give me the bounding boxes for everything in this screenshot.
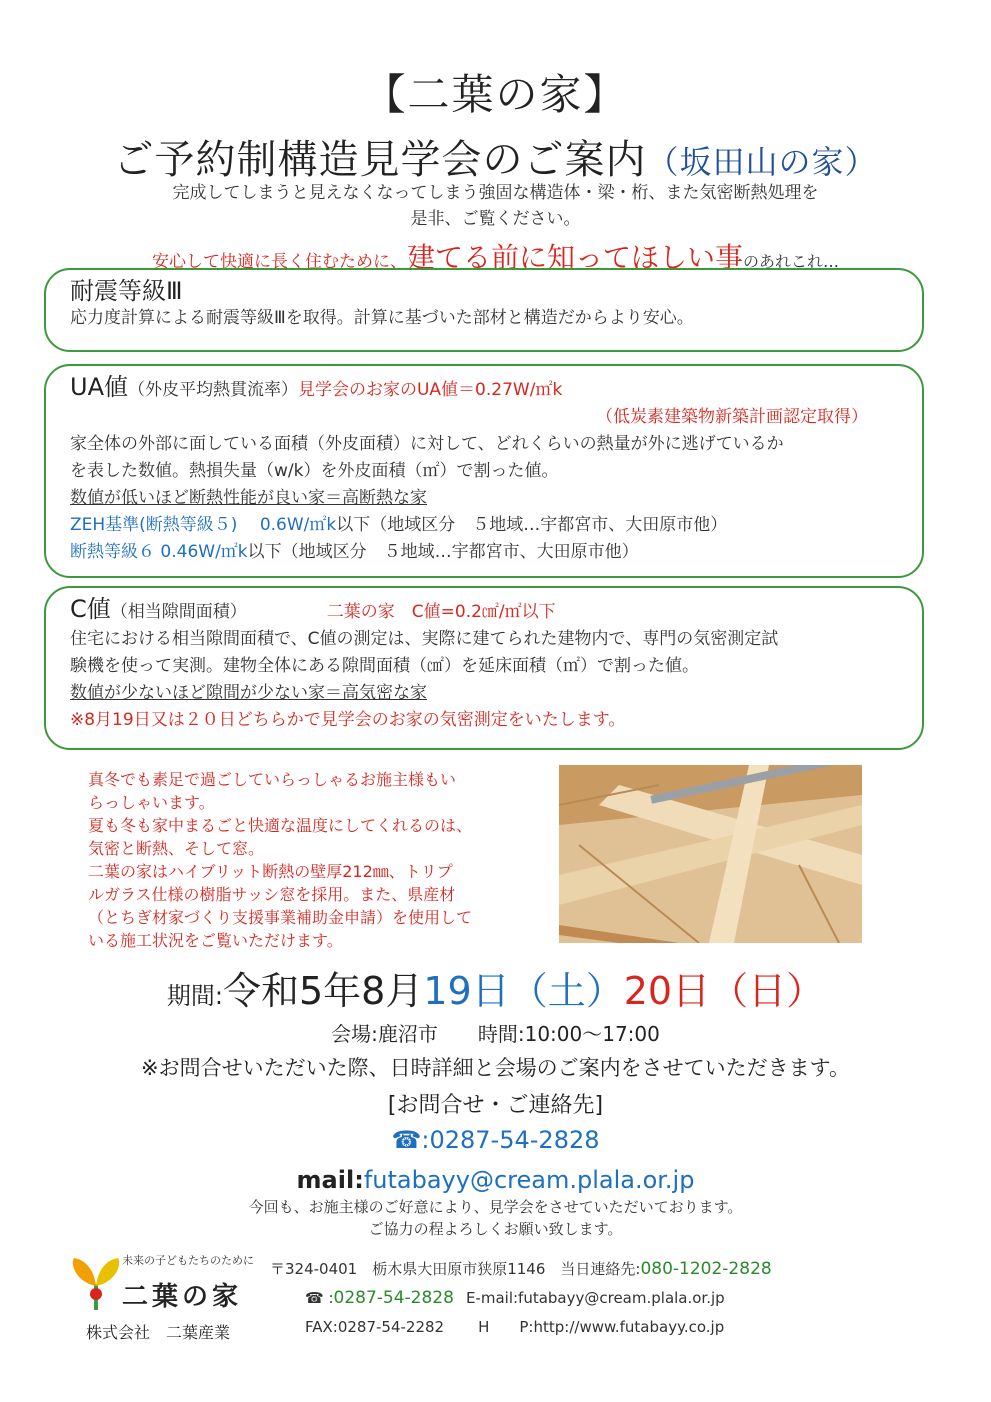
structure-photo bbox=[559, 765, 862, 943]
period-label: 期間: bbox=[166, 982, 223, 1010]
company-fax-row bbox=[305, 1316, 724, 1337]
company-logo bbox=[66, 1250, 266, 1350]
feature-line: （とちぎ材家づくり支援事業補助金申請）を使用して bbox=[88, 908, 473, 927]
zeh-label: ZEH基準(断熱等級５) 0.6W/㎡k bbox=[70, 515, 337, 535]
logo-slogan: 未来の子どもたちのために bbox=[122, 1254, 254, 1267]
address-text: 〒324-0401 栃木県大田原市狭原1146 当日連絡先: bbox=[270, 1260, 641, 1278]
tagline-pre: 安心して快適に長く住むために、 bbox=[151, 252, 407, 272]
grade6-text: 以下（地域区分 ５地域…宇都宮市、大田原市他） bbox=[247, 542, 639, 562]
c-highlight: 二葉の家 C値=0.2㎠/㎡以下 bbox=[326, 602, 556, 622]
flyer-subtitle bbox=[0, 128, 991, 185]
ua-highlight: 見学会のお家のUA値＝0.27W/㎡k bbox=[297, 380, 563, 400]
mail-address[interactable]: futabayy@cream.plala.or.jp bbox=[363, 1166, 695, 1194]
ua-underline: 数値が低いほど断熱性能が良い家＝高断熱な家 bbox=[70, 488, 427, 508]
c-note: ※8月19日又は２０日どちらかで見学会のお家の気密測定をいたします。 bbox=[70, 710, 626, 730]
feature-line: 夏も冬も家中まるごと快適な温度にしてくれるのは、 bbox=[88, 816, 473, 835]
c-text-2: 験機を使って実測。建物全体にある隙間面積（㎠）を延床面積（㎡）で割った値。 bbox=[70, 656, 699, 676]
company-name: 株式会社 二葉産業 bbox=[86, 1323, 231, 1342]
company-email[interactable]: E-mail:futabayy@cream.plala.or.jp bbox=[465, 1289, 725, 1307]
tel-label: ☎ : bbox=[305, 1289, 334, 1307]
intro-text bbox=[0, 180, 991, 232]
company-fax: FAX:0287-54-2282 bbox=[305, 1318, 445, 1336]
subtitle-house: （坂田山の家） bbox=[646, 143, 878, 181]
company-address bbox=[270, 1258, 772, 1279]
day-contact[interactable]: 080-1202-2828 bbox=[640, 1259, 772, 1279]
thanks-line-1: 今回も、お施主様のご好意により、見学会をさせていただいております。 bbox=[248, 1198, 743, 1216]
grade6-label: 断熱等級６ 0.46W/㎡k bbox=[70, 542, 248, 562]
ua-text-1: 家全体の外部に面している面積（外皮面積）に対して、どれくらいの熱量が外に逃げているか bbox=[70, 434, 784, 454]
thanks-text bbox=[0, 1196, 991, 1240]
ua-text-2: を表した数値。熱損失量（w/k）を外皮面積（㎡）で割った値。 bbox=[70, 461, 559, 481]
period-day2: 20日（日） bbox=[623, 969, 825, 1013]
inquiry-note: ※お問合せいただいた際、日時詳細と会場のご案内をさせていただきます。 bbox=[141, 1056, 850, 1080]
period-day1: 19日（土） bbox=[423, 969, 624, 1013]
feature-line: 気密と断熱、そして窓。 bbox=[88, 839, 265, 858]
contact-mail bbox=[0, 1166, 991, 1194]
seismic-box bbox=[44, 268, 924, 352]
feature-text bbox=[88, 768, 538, 952]
mail-label: mail: bbox=[296, 1166, 364, 1194]
ua-certification: （低炭素建築物新築計画認定取得） bbox=[596, 407, 868, 427]
period-main: 令和5年8月 bbox=[223, 969, 424, 1013]
tagline-post: のあれこれ… bbox=[743, 252, 840, 271]
c-underline: 数値が少ないほど隙間が少ない家＝高気密な家 bbox=[70, 683, 427, 703]
venue-time: 会場:鹿沼市 時間:10:00～17:00 bbox=[331, 1022, 660, 1046]
seismic-text: 応力度計算による耐震等級Ⅲを取得。計算に基づいた部材と構造だからより安心。 bbox=[70, 308, 694, 328]
c-text-1: 住宅における相当隙間面積で、C値の測定は、実際に建てられた建物内で、専門の気密測定試 bbox=[70, 629, 779, 649]
contact-heading: [お問合せ・ご連絡先] bbox=[387, 1093, 604, 1118]
contact-tel[interactable]: ☎:0287-54-2828 bbox=[391, 1126, 600, 1154]
ua-heading: UA値 bbox=[70, 373, 128, 401]
intro-line-1: 完成してしまうと見えなくなってしまう強固な構造体・梁・桁、また気密断熱処理を bbox=[172, 183, 819, 203]
feature-line: 真冬でも素足で過ごしていらっしゃるお施主様もい bbox=[88, 770, 457, 789]
zeh-text: 以下（地域区分 ５地域…宇都宮市、大田原市他） bbox=[336, 515, 728, 535]
company-tel[interactable]: 0287-54-2828 bbox=[333, 1288, 454, 1308]
feature-line: らっしゃいます。 bbox=[88, 793, 215, 812]
ua-value-box bbox=[44, 364, 924, 578]
thanks-line-2: ご協力の程よろしくお願い致します。 bbox=[368, 1220, 623, 1238]
feature-line: 二葉の家はハイブリット断熱の壁厚212㎜、トリプ bbox=[88, 862, 453, 881]
feature-line: ルガラス仕様の樹脂サッシ窓を採用。また、県産材 bbox=[88, 885, 456, 904]
company-contact-row bbox=[305, 1288, 725, 1308]
company-homepage[interactable]: H P:http://www.futabayy.co.jp bbox=[478, 1318, 725, 1336]
logo-brand: 二葉の家 bbox=[122, 1282, 243, 1312]
subtitle-main: ご予約制構造見学会のご案内 bbox=[113, 137, 647, 183]
tagline-big: 建てる前に知ってほしい事 bbox=[406, 241, 743, 274]
intro-line-2: 是非、ご覧ください。 bbox=[410, 209, 581, 229]
c-heading: C値 bbox=[70, 595, 111, 623]
sprout-icon bbox=[66, 1254, 126, 1314]
c-value-box bbox=[44, 586, 924, 750]
ua-heading-sub: （外皮平均熱貫流率） bbox=[127, 380, 298, 400]
c-heading-sub: （相当隙間面積） bbox=[110, 602, 247, 622]
flyer-title: 【二葉の家】 bbox=[363, 70, 628, 119]
event-period bbox=[0, 960, 991, 1015]
seismic-heading: 耐震等級Ⅲ bbox=[70, 277, 183, 305]
feature-line: いる施工状況をご覧いただけます。 bbox=[88, 931, 343, 950]
